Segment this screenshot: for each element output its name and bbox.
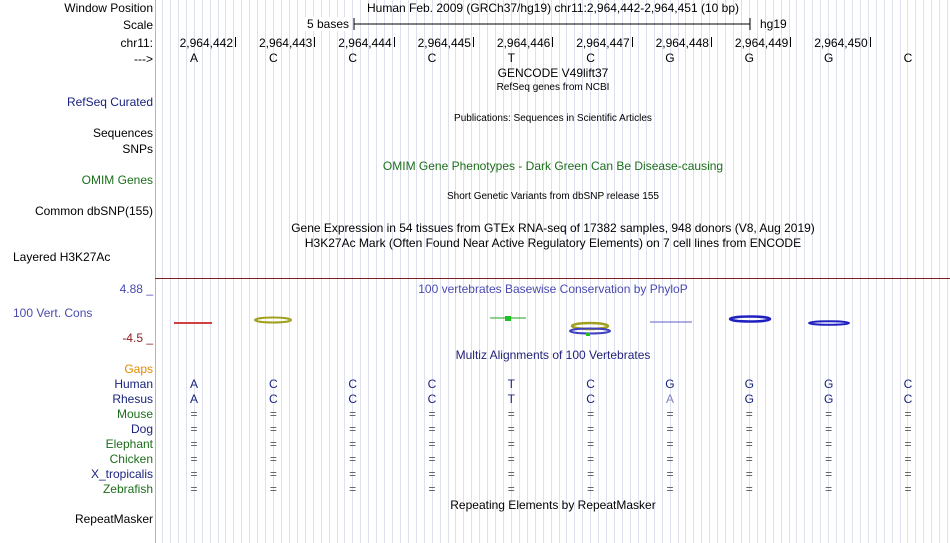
species-label[interactable]: Elephant (105, 437, 153, 451)
alignment-base: = (507, 467, 515, 481)
alignment-base: = (825, 407, 833, 421)
alignment-base: = (666, 407, 674, 421)
alignment-base: = (428, 452, 436, 466)
label-cons-top: 4.88 _ (119, 282, 153, 296)
label-cons-bottom: -4.5 _ (122, 331, 153, 345)
publications-desc[interactable]: Publications: Sequences in Scientific Articles (454, 113, 652, 124)
alignment-base: C (903, 377, 913, 391)
coordinate-label: 2,964,448 (655, 36, 709, 50)
alignment-base: = (428, 422, 436, 436)
alignment-base: A (665, 392, 674, 406)
coordinate-label: 2,964,449 (734, 36, 789, 50)
species-label[interactable]: Chicken (109, 452, 153, 466)
alignment-base: = (349, 467, 357, 481)
phylop-desc[interactable]: 100 vertebrates Basewise Conservation by PhyloP (418, 282, 688, 296)
alignment-base: C (427, 377, 437, 391)
alignment-base: C (348, 392, 357, 406)
species-label[interactable]: Human (114, 377, 153, 391)
alignment-base: = (428, 482, 436, 496)
conservation-graph (156, 310, 950, 340)
label-window-position: Window Position (64, 1, 153, 15)
alignment-base: = (349, 452, 357, 466)
alignment-base: = (349, 422, 357, 436)
alignment-base: = (904, 467, 912, 481)
coordinate-label: 2,964,443 (258, 36, 313, 50)
alignment-base: G (823, 392, 834, 406)
alignment-base: T (507, 392, 515, 406)
gencode-title[interactable]: GENCODE V49lift37 (497, 66, 609, 80)
alignment-base: = (745, 467, 753, 481)
alignment-base: = (825, 452, 833, 466)
alignment-base: = (269, 467, 277, 481)
alignment-base: = (587, 437, 595, 451)
alignment-base: = (507, 452, 515, 466)
alignment-base: = (745, 482, 753, 496)
track-label-column (0, 0, 155, 543)
alignment-base: = (825, 422, 833, 436)
alignment-base: = (269, 452, 277, 466)
coordinate-label: 2,964,442 (179, 36, 233, 50)
scale-bar (156, 14, 950, 34)
alignment-base: = (587, 482, 595, 496)
coordinate-label: 2,964,445 (417, 36, 471, 50)
alignment-base: = (428, 407, 436, 421)
alignment-base: A (189, 392, 198, 406)
coordinate-label: 2,964,447 (576, 36, 630, 50)
alignment-base: = (190, 437, 198, 451)
alignment-base: G (665, 377, 675, 391)
alignment-base: = (428, 437, 436, 451)
reference-base: C (586, 51, 595, 65)
alignment-base: = (190, 482, 198, 496)
label-snps[interactable]: SNPs (122, 142, 153, 156)
reference-base: G (744, 51, 754, 65)
reference-base: G (823, 51, 834, 65)
alignment-base: = (190, 407, 198, 421)
reference-base: G (665, 51, 675, 65)
scale-db: hg19 (760, 17, 787, 31)
repeatmasker-desc[interactable]: Repeating Elements by RepeatMasker (450, 498, 656, 512)
species-label[interactable]: X_tropicalis (90, 467, 153, 481)
coordinate-label: 2,964,446 (496, 36, 551, 50)
scale-bases: 5 bases (307, 17, 350, 31)
gtex-desc[interactable]: Gene Expression in 54 tissues from GTEx RNA-seq of 17382 samples, 948 donors (V8, Aug 2019) (291, 221, 815, 235)
label-strand: ---> (134, 52, 153, 66)
alignment-base: C (348, 377, 357, 391)
alignment-base: G (744, 377, 754, 391)
alignment-base: = (666, 452, 674, 466)
alignment-base: = (666, 482, 674, 496)
label-omim[interactable]: OMIM Genes (81, 173, 153, 187)
alignment-base: = (269, 407, 277, 421)
alignment-base: = (666, 437, 674, 451)
alignment-base: C (268, 377, 278, 391)
label-h3k27ac[interactable]: Layered H3K27Ac (13, 250, 111, 264)
alignment-base: = (269, 437, 277, 451)
label-dbsnp[interactable]: Common dbSNP(155) (34, 204, 153, 218)
alignment-base: = (745, 437, 753, 451)
alignment-base: = (587, 422, 595, 436)
alignment-base: C (586, 377, 595, 391)
alignment-base: = (825, 467, 833, 481)
alignment-base: = (666, 467, 674, 481)
alignment-base: = (587, 467, 595, 481)
alignment-base: T (507, 377, 515, 391)
alignment-base: = (904, 407, 912, 421)
alignment-base: = (349, 437, 357, 451)
alignment-base: G (744, 392, 754, 406)
coordinate-tick (870, 37, 871, 47)
alignment-base: = (745, 422, 753, 436)
label-sequences[interactable]: Sequences (92, 126, 153, 140)
alignment-base: A (189, 377, 198, 391)
track-separator (155, 278, 950, 279)
alignment-base: = (269, 422, 277, 436)
alignment-base: = (904, 437, 912, 451)
alignment-base: = (745, 452, 753, 466)
dbsnp-desc[interactable]: Short Genetic Variants from dbSNP release 155 (447, 191, 659, 202)
alignment-base: = (587, 407, 595, 421)
alignment-base: = (507, 407, 515, 421)
alignment-base: = (349, 482, 357, 496)
reference-base: T (507, 51, 515, 65)
label-repeatmasker[interactable]: RepeatMasker (74, 512, 153, 526)
alignment-base: C (268, 392, 278, 406)
alignment-base: = (587, 452, 595, 466)
alignment-base: = (507, 437, 515, 451)
coordinate-label: 2,964,450 (814, 36, 868, 50)
alignment-base: = (507, 482, 515, 496)
alignment-base: G (823, 377, 834, 391)
species-label[interactable]: Rhesus (112, 392, 153, 406)
alignment-base: = (904, 452, 912, 466)
alignment-base: = (825, 437, 833, 451)
alignment-base: = (190, 452, 198, 466)
alignment-base: = (904, 422, 912, 436)
alignment-base: = (666, 422, 674, 436)
label-cons[interactable]: 100 Vert. Cons (13, 306, 93, 320)
label-scale: Scale (122, 18, 153, 32)
omim-desc[interactable]: OMIM Gene Phenotypes - Dark Green Can Be Disease-causing (382, 159, 724, 173)
alignment-base: = (190, 422, 198, 436)
alignment-base: = (507, 422, 515, 436)
reference-base: C (348, 51, 357, 65)
alignment-base: C (586, 392, 595, 406)
alignment-base: = (428, 467, 436, 481)
alignment-base: = (825, 482, 833, 496)
alignment-base: = (349, 407, 357, 421)
species-label[interactable]: Dog (130, 422, 153, 436)
species-label[interactable]: Mouse (116, 407, 153, 421)
reference-base: C (427, 51, 437, 65)
species-label[interactable]: Zebrafish (102, 482, 153, 496)
alignment-base: = (745, 407, 753, 421)
alignment-base: C (903, 392, 913, 406)
label-refseq[interactable]: RefSeq Curated (66, 95, 153, 109)
alignment-base: C (427, 392, 437, 406)
alignment-base: = (190, 467, 198, 481)
label-gaps[interactable]: Gaps (124, 362, 153, 376)
reference-base: C (903, 51, 913, 65)
alignment-base: = (904, 482, 912, 496)
alignment-base: = (269, 482, 277, 496)
position-text: Human Feb. 2009 (GRCh37/hg19) chr11:2,964,442-2,964,451 (10 bp) (366, 1, 740, 15)
multiz-desc[interactable]: Multiz Alignments of 100 Vertebrates (455, 348, 651, 362)
label-chrom: chr11: (120, 36, 153, 50)
reference-base: A (189, 51, 198, 65)
h3k27ac-desc[interactable]: H3K27Ac Mark (Often Found Near Active Regulatory Elements) on 7 cell lines from ENCODE (304, 236, 802, 250)
refseq-desc[interactable]: RefSeq genes from NCBI (496, 82, 610, 93)
coordinate-label: 2,964,444 (338, 36, 392, 50)
reference-base: C (268, 51, 278, 65)
